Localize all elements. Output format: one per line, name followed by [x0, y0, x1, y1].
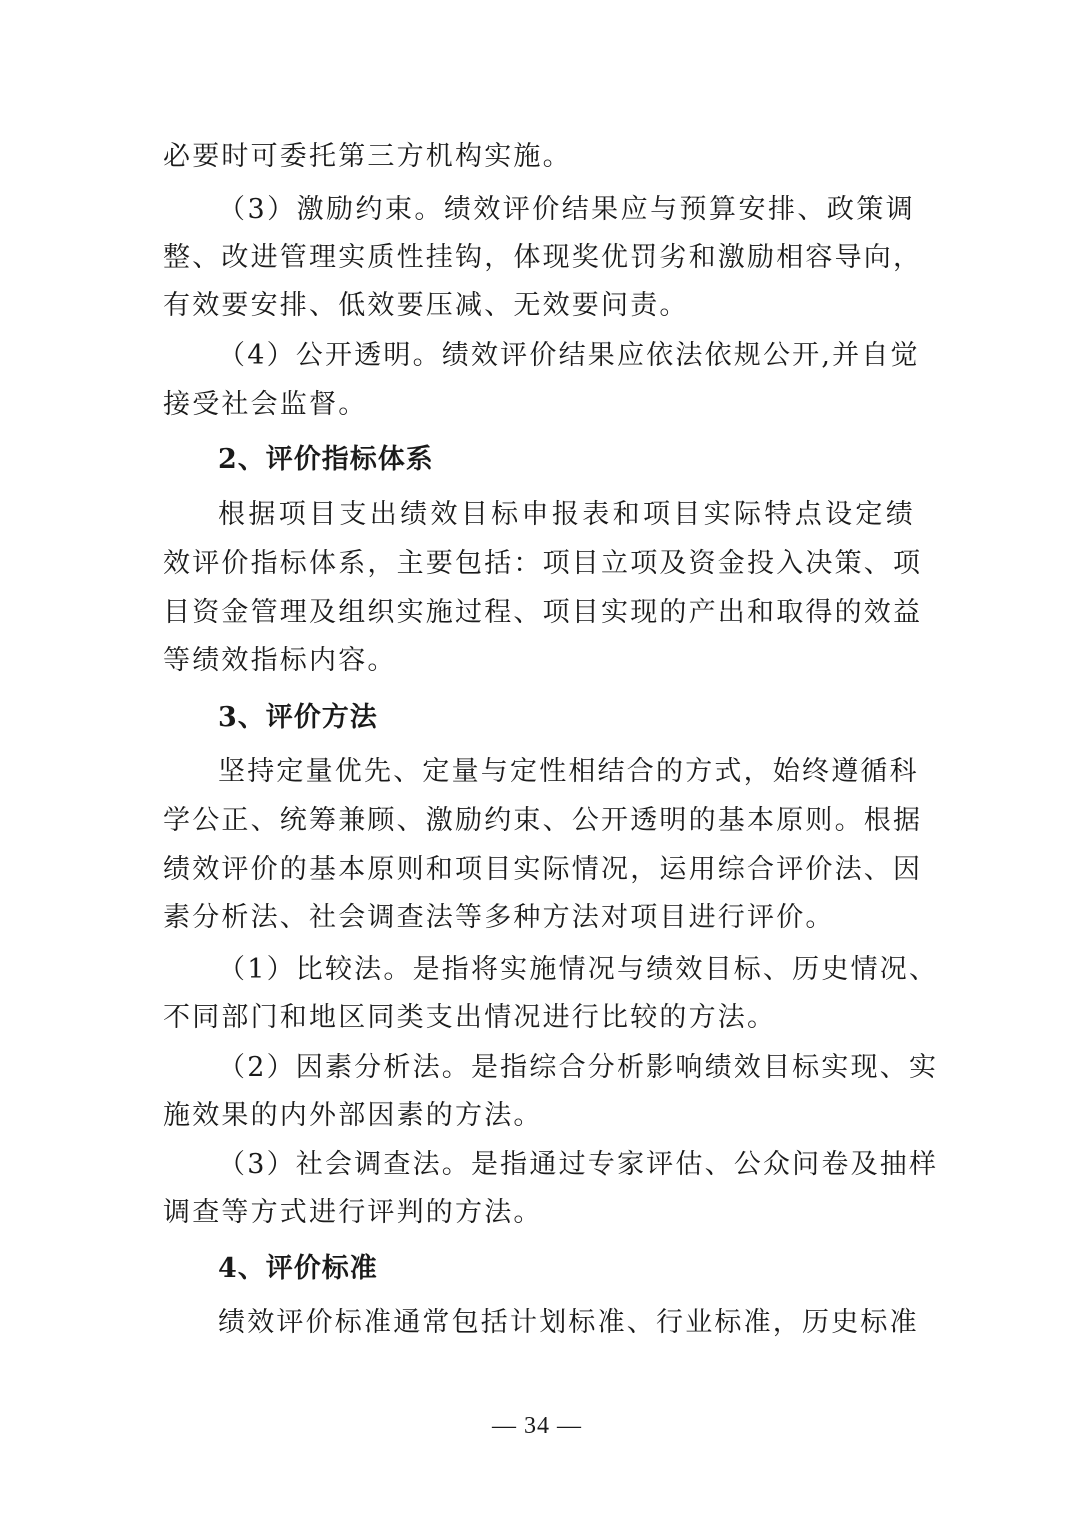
text-line: 不同部门和地区同类支出情况进行比较的方法。	[163, 1002, 777, 1033]
section-heading: 3、评价方法	[218, 702, 378, 733]
text-line: 效评价指标体系，主要包括：项目立项及资金投入决策、项	[163, 548, 923, 579]
text-line: 有效要安排、低效要压减、无效要问责。	[163, 290, 689, 321]
text-line: （4）公开透明。绩效评价结果应依法依规公开,并自觉	[218, 340, 920, 371]
text-line: （3）激励约束。绩效评价结果应与预算安排、政策调	[218, 194, 915, 225]
text-line: 根据项目支出绩效目标申报表和项目实际特点设定绩	[218, 499, 915, 530]
section-heading: 2、评价指标体系	[218, 444, 434, 475]
text-line: 学公正、统筹兼顾、激励约束、公开透明的基本原则。根据	[163, 805, 923, 836]
text-line: 等绩效指标内容。	[163, 645, 397, 676]
text-line: 接受社会监督。	[163, 389, 368, 420]
page-number: — 34 —	[492, 1413, 582, 1439]
text-line: （1）比较法。是指将实施情况与绩效目标、历史情况、	[218, 954, 939, 985]
section-heading: 4、评价标准	[218, 1253, 378, 1284]
text-line: 素分析法、社会调查法等多种方法对项目进行评价。	[163, 902, 835, 933]
text-line: 施效果的内外部因素的方法。	[163, 1100, 543, 1131]
text-line: 坚持定量优先、定量与定性相结合的方式，始终遵循科	[218, 756, 919, 787]
text-line: 绩效评价的基本原则和项目实际情况，运用综合评价法、因	[163, 854, 923, 885]
text-line: （2）因素分析法。是指综合分析影响绩效目标实现、实	[218, 1052, 939, 1083]
text-line: 必要时可委托第三方机构实施。	[163, 141, 572, 172]
text-line: 整、改进管理实质性挂钩，体现奖优罚劣和激励相容导向，	[163, 242, 923, 273]
text-line: 调查等方式进行评判的方法。	[163, 1197, 543, 1228]
text-line: （3）社会调查法。是指通过专家评估、公众问卷及抽样	[218, 1149, 939, 1180]
text-line: 绩效评价标准通常包括计划标准、行业标准，历史标准	[218, 1307, 919, 1338]
text-line: 目资金管理及组织实施过程、项目实现的产出和取得的效益	[163, 597, 923, 628]
